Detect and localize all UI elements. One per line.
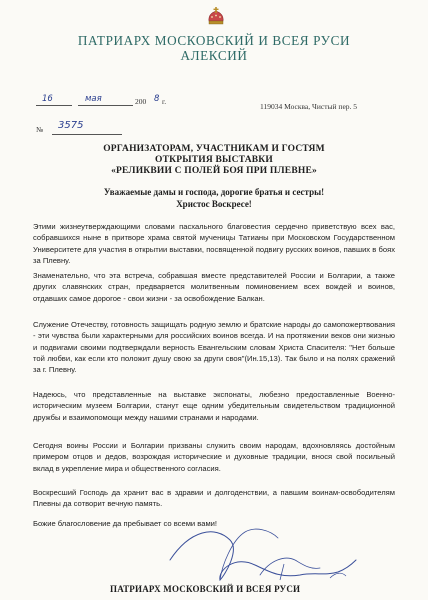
letterhead-name: АЛЕКСИЙ bbox=[180, 48, 248, 63]
body-paragraph: Надеюсь, что представленные на выставке экспонаты, любезно предоставленные Военно-историческим музеем Болгарии, станут еще одним убедительным свидетельством традиционной дружбы и взаимопомощи между нашими странами и народами. bbox=[33, 390, 395, 422]
handwritten-signature bbox=[160, 520, 360, 590]
date-month-underline bbox=[78, 105, 133, 106]
body-paragraph: Божие благословение да пребывает со всеми вами! bbox=[33, 519, 218, 528]
heading-line-3: «РЕЛИКВИИ С ПОЛЕЙ БОЯ ПРИ ПЛЕВНЕ» bbox=[111, 166, 317, 176]
letterhead-title: ПАТРИАРХ МОСКОВСКИЙ И ВСЕЯ РУСИ bbox=[77, 33, 351, 48]
heading-line-2: ОТКРЫТИЯ ВЫСТАВКИ bbox=[155, 155, 273, 165]
date-row bbox=[30, 92, 410, 110]
date-year-suffix: г. bbox=[162, 97, 167, 106]
date-year-prefix: 200 bbox=[135, 97, 147, 106]
address: 119034 Москва, Чистый пер. 5 bbox=[260, 102, 358, 111]
heading-line-1: ОРГАНИЗАТОРАМ, УЧАСТНИКАМ И ГОСТЯМ bbox=[103, 144, 325, 154]
date-year: 8 bbox=[154, 94, 160, 104]
reference-number-row bbox=[36, 120, 156, 136]
greeting-line-1: Уважаемые дамы и господа, дорогие братья и сестры! bbox=[103, 187, 325, 197]
body-paragraph: Сегодня воины России и Болгарии призваны служить своим народам, вдохновляясь достойным примером отцов и дедов, возрождая исторические и духовные традиции, внося свой посильный вклад в укрепление мира и общественного согласия. bbox=[33, 441, 395, 473]
body-paragraph: Знаменательно, что эта встреча, собравшая вместе представителей России и Болгарии, а также других славянских стран, предваряется молитвенным поминовением всех вождей и воинов, отдавших самое дорогое - свои жизни - за освобождение Балкан. bbox=[33, 271, 395, 303]
date-month: мая bbox=[85, 94, 102, 104]
reference-number: 3575 bbox=[58, 120, 84, 131]
patriarch-cross-emblem bbox=[204, 6, 228, 30]
signature-title: ПАТРИАРХ МОСКОВСКИЙ И ВСЕЯ РУСИ bbox=[110, 584, 301, 594]
greeting-line-2: Христос Воскресе! bbox=[176, 199, 252, 209]
number-sign: № bbox=[36, 125, 44, 134]
body-paragraph: Служение Отечеству, готовность защищать родную землю и братские народы до самопожертвования - эти чувства были характерными для российских воинов всегда. И на протяжении веков они жизнью и подвигами своими подтверждали верность Евангельским словам Христа Спасителя: "Нет больше той любви, как если кто положит душу свою за други своя"(Ин.15,13). Так было и на полях сражений за г. Плевну. bbox=[33, 320, 395, 375]
date-day-underline bbox=[36, 105, 72, 106]
date-day: 16 bbox=[42, 94, 53, 104]
number-underline bbox=[52, 134, 122, 135]
body-paragraph: Воскресший Господь да хранит вас в здравии и долгоденствии, а павшим воинам-освободителям Плевны да сотворит вечную память. bbox=[33, 488, 395, 509]
body-paragraph: Этими жизнеутверждающими словами пасхального благовестия сердечно приветствую всех вас, собравшихся ныне в притворе храма святой мученицы Татианы при Московском Государственном Университете для участия в открытии выставки, посвященной подвигу русских воинов, павших в боях за Плевну. bbox=[33, 222, 395, 265]
